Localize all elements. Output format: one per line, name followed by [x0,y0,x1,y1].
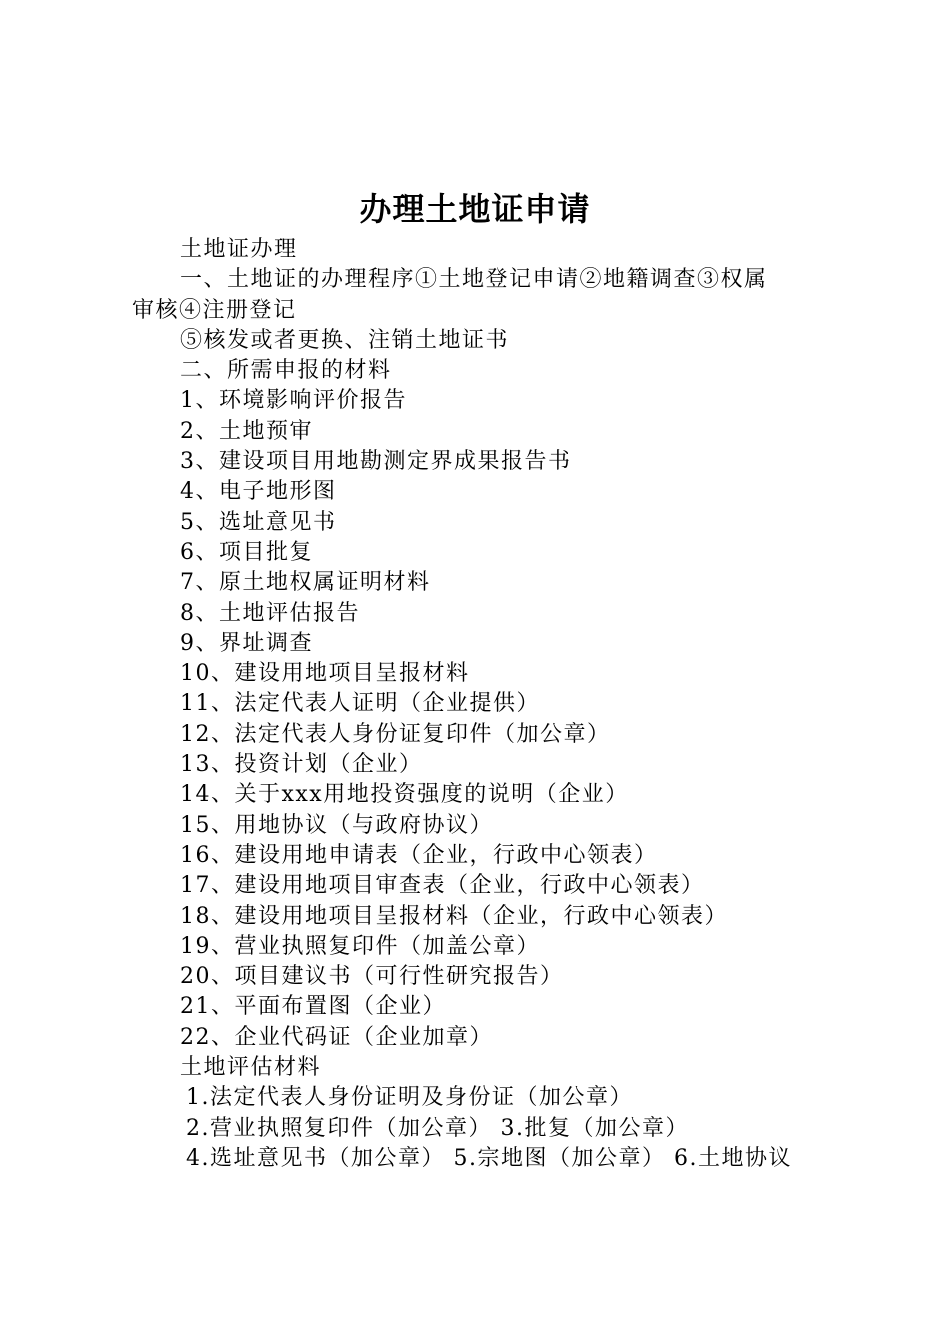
list-item: 9、界址调查 [180,630,313,656]
list-item: 12、法定代表人身份证复印件（加公章） [180,721,611,747]
list-item: 7、原土地权属证明材料 [180,570,431,596]
intro-text: 土地证办理 [180,237,298,262]
procedure-line-2: 审核④注册登记 [132,297,297,323]
valuation-list [132,1083,832,1174]
list-item: 1、环境影响评价报告 [180,388,407,414]
document-title: 办理土地证申请 [359,190,591,228]
document-body [132,235,832,1174]
list-item: 2.营业执照复印件（加公章） 3.批复（加公章） [186,1115,689,1141]
list-item: 3、建设项目用地勘测定界成果报告书 [180,449,572,475]
list-item: 11、法定代表人证明（企业提供） [180,691,540,717]
list-item: 4.选址意见书（加公章） 5.宗地图（加公章） 6.土地协议 [186,1145,792,1171]
list-item: 14、关于xxx用地投资强度的说明（企业） [180,782,629,808]
list-item: 2、土地预审 [180,418,313,444]
list-item: 8、土地评估报告 [180,600,360,626]
list-item: 21、平面布置图（企业） [180,994,446,1020]
list-item: 13、投资计划（企业） [180,752,423,778]
procedure-line-1: 一、土地证的办理程序①土地登记申请②地籍调查③权属 [180,267,768,293]
list-item: 22、企业代码证（企业加章） [180,1024,493,1050]
list-item: 18、建设用地项目呈报材料（企业，行政中心领表） [180,903,728,929]
list-item: 10、建设用地项目呈报材料 [180,661,470,687]
list-item: 20、项目建议书（可行性研究报告） [180,964,564,990]
materials-heading: 二、所需申报的材料 [180,358,392,384]
list-item: 6、项目批复 [180,539,313,565]
list-item: 4、电子地形图 [180,479,337,505]
list-item: 19、营业执照复印件（加盖公章） [180,933,540,959]
list-item: 5、选址意见书 [180,509,337,535]
list-item: 16、建设用地申请表（企业，行政中心领表） [180,842,658,868]
valuation-heading: 土地评估材料 [180,1055,322,1081]
list-item: 17、建设用地项目审查表（企业，行政中心领表） [180,873,705,899]
list-item: 1.法定代表人身份证明及身份证（加公章） [186,1085,633,1111]
procedure-line-3: ⑤核发或者更换、注销土地证书 [180,327,510,353]
list-item: 15、用地协议（与政府协议） [180,812,493,838]
materials-list [132,386,832,1053]
